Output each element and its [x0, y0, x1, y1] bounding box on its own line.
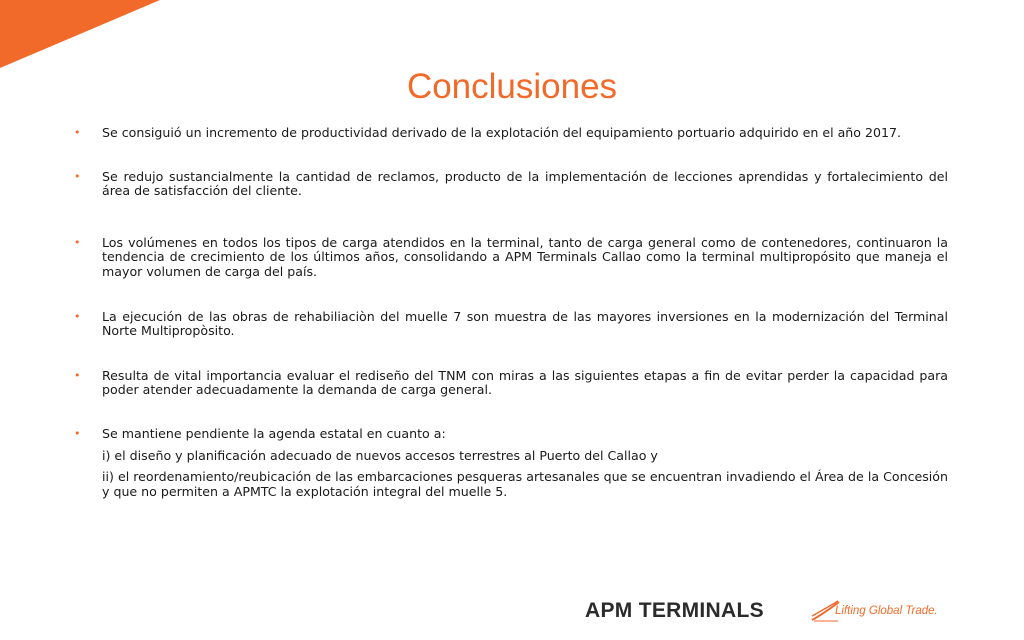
logo-tagline: Lifting Global Trade.: [835, 605, 938, 617]
bullet-text: Se mantiene pendiente la agenda estatal en cuanto a:: [102, 425, 446, 441]
logo-name: APM TERMINALS: [585, 599, 764, 622]
bullet-icon: •: [74, 309, 81, 323]
bullet-item: [74, 126, 948, 141]
apm-terminals-logo: [585, 598, 955, 624]
bullet-text: Se redujo sustancialmente la cantidad de reclamos, producto de la implementación de lecciones aprendidas y fortalecimiento del área de satisfacción del cliente.: [102, 168, 948, 199]
bullet-icon: •: [74, 426, 81, 440]
bullet-icon: •: [74, 126, 81, 139]
bullet-text: Los volúmenes en todos los tipos de carga atendidos en la terminal, tanto de carga general como de contenedores, continuaron la tendencia de crecimiento de los últimos años, consolidando a APM Terminals Callao como la terminal multipropósito que maneja el mayor volumen de carga del país.: [102, 234, 948, 279]
sub-item: ii) el reordenamiento/reubicación de las embarcaciones pesqueras artesanales que se encuentran invadiendo el Área de la Concesión y que no permiten a APMTC la explotación integral del muelle 5.: [102, 469, 948, 499]
bullet-item: [74, 236, 948, 280]
bullet-icon: •: [74, 368, 81, 382]
sub-item: i) el diseño y planificación adecuado de nuevos accesos terrestres al Puerto del Callao y: [102, 447, 658, 463]
bullet-text: Resulta de vital importancia evaluar el rediseño del TNM con miras a las siguientes etapas a fin de evitar perder la capacidad para poder atender adecuadamente la demanda de carga general.: [102, 367, 948, 398]
bullet-item: [74, 310, 948, 339]
bullet-item: [74, 170, 948, 199]
bullet-text: La ejecución de las obras de rehabiliaciòn del muelle 7 son muestra de las mayores inversiones en la modernización del Terminal Norte Multipropòsito.: [102, 308, 948, 339]
bullet-item: [74, 369, 948, 398]
bullet-text: Se consiguió un incremento de productividad derivado de la explotación del equipamiento portuario adquirido en el año 2017.: [102, 125, 902, 140]
bullet-list: [74, 126, 948, 499]
corner-accent: [0, 0, 165, 70]
bullet-icon: •: [74, 235, 81, 249]
bullet-item: [74, 427, 948, 442]
bullet-icon: •: [74, 169, 81, 183]
slide-title: Conclusiones: [406, 67, 618, 106]
